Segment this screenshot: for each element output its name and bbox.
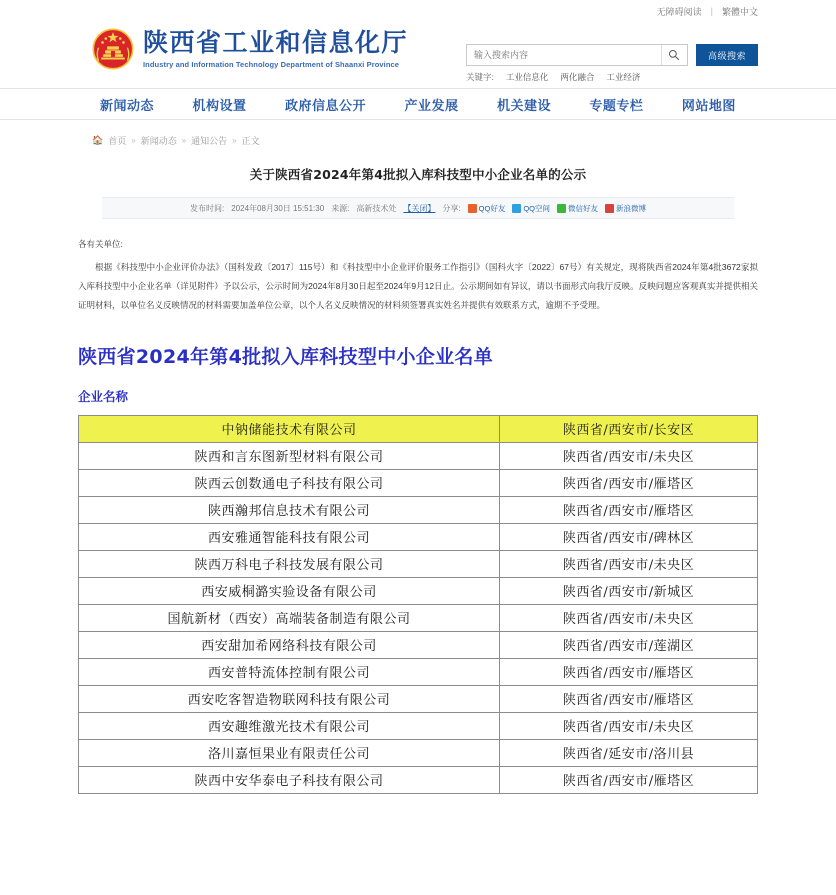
company-name-cell: 陕西瀚邦信息技术有限公司: [79, 496, 500, 523]
company-region-cell: 陕西省/西安市/雁塔区: [499, 469, 757, 496]
utility-bar: [0, 0, 836, 22]
company-region-cell: 陕西省/西安市/长安区: [499, 415, 757, 442]
keyword-link-0[interactable]: 工业信息化: [505, 72, 549, 82]
share-qq-friend-label: QQ好友: [478, 203, 506, 213]
table-row: [79, 523, 758, 550]
nav-item-sitemap[interactable]: 网站地图: [681, 98, 736, 114]
company-name-cell: 西安吃客智造物联网科技有限公司: [79, 685, 500, 712]
table-row: [79, 739, 758, 766]
search-box[interactable]: [466, 44, 688, 66]
company-region-cell: 陕西省/延安市/洛川县: [499, 739, 757, 766]
breadcrumb-item-home[interactable]: 首页: [108, 136, 127, 146]
page-title: 关于陕西省2024年第4批拟入库科技型中小企业名单的公示: [249, 167, 587, 182]
company-name-cell: 洛川嘉恒果业有限责任公司: [79, 739, 500, 766]
company-region-cell: 陕西省/西安市/雁塔区: [499, 766, 757, 793]
company-region-cell: 陕西省/西安市/未央区: [499, 550, 757, 577]
body-paragraph: 根据《科技型中小企业评价办法》（国科发政〔2017〕115号）和《科技型中小企业评价服务工作指引》（国科火字〔2022〕67号）有关规定，现将陕西省2024年第4批3672家拟入库科技型中小企业名单（详见附件）予以公示，公示时间为2024年8月30日起至2024年9月12日止。公示期间如有异议，请以书面形式向我厅反映。反映问题应客观真实并提供相关证明材料，以单位名义反映情况的材料需要加盖单位公章，以个人名义反映情况的材料须签署真实姓名并提供有效联系方式，逾期不予受理。: [78, 262, 758, 311]
breadcrumb-separator-2: »: [232, 136, 237, 145]
qq-friend-icon: [468, 204, 477, 213]
keywords-label: 关键字:: [465, 72, 494, 82]
company-region-cell: 陕西省/西安市/莲湖区: [499, 631, 757, 658]
site-title-en: Industry and Information Technology Department of Shaanxi Province: [143, 59, 400, 69]
utility-separator: |: [710, 6, 713, 16]
nav-item-industry[interactable]: 产业发展: [404, 98, 459, 114]
salutation: 各有关单位:: [78, 239, 123, 249]
share-weibo-label: 新浪微博: [616, 203, 646, 213]
company-name-cell: 国航新材（西安）高端装备制造有限公司: [79, 604, 500, 631]
company-name-cell: 西安趣维激光技术有限公司: [79, 712, 500, 739]
nav-item-special-column[interactable]: 专题专栏: [589, 98, 644, 114]
breadcrumb-separator-1: »: [181, 136, 187, 145]
search-zone: [466, 44, 758, 83]
list-title: 陕西省2024年第4批拟入库科技型中小企业名单: [78, 345, 494, 368]
table-row: [79, 496, 758, 523]
search-icon[interactable]: [661, 45, 687, 65]
keyword-link-1[interactable]: 两化融合: [560, 72, 595, 82]
publish-time-value: 2024年08月30日 15:51:30: [231, 203, 325, 213]
site-header: [0, 22, 836, 88]
company-region-cell: 陕西省/西安市/碑林区: [499, 523, 757, 550]
table-row: [79, 442, 758, 469]
share-weibo[interactable]: [605, 203, 646, 214]
breadcrumb-separator-0: »: [131, 136, 136, 145]
share-qq-friend[interactable]: [468, 203, 506, 214]
wechat-icon: [557, 204, 566, 213]
company-table: [78, 415, 758, 794]
table-row: [79, 577, 758, 604]
company-region-cell: 陕西省/西安市/新城区: [499, 577, 757, 604]
keyword-link-2[interactable]: 工业经济: [606, 72, 641, 82]
national-emblem-icon: [92, 28, 134, 70]
article-meta-bar: [102, 197, 734, 219]
share-wechat[interactable]: [557, 203, 598, 214]
table-row: [79, 685, 758, 712]
nav-item-organization[interactable]: 机构设置: [192, 98, 247, 114]
breadcrumb-item-current: 正文: [241, 136, 260, 146]
share-wechat-label: 微信好友: [568, 203, 598, 213]
company-region-cell: 陕西省/西安市/未央区: [499, 442, 757, 469]
company-name-cell: 陕西万科电子科技发展有限公司: [79, 550, 500, 577]
site-title-cn: 陕西省工业和信息化厅: [143, 28, 409, 58]
company-name-cell: 西安甜加希网络科技有限公司: [79, 631, 500, 658]
share-label: 分享:: [442, 203, 461, 213]
company-name-cell: 西安雅通智能科技有限公司: [79, 523, 500, 550]
company-name-cell: 陕西中安华泰电子科技有限公司: [79, 766, 500, 793]
traditional-chinese-link[interactable]: 繁體中文: [721, 6, 758, 17]
breadcrumb: [0, 120, 836, 147]
company-name-cell: 西安威桐潞实验设备有限公司: [79, 577, 500, 604]
keyword-list: [466, 71, 758, 83]
company-region-cell: 陕西省/西安市/雁塔区: [499, 685, 757, 712]
nav-item-agency[interactable]: 机关建设: [496, 98, 551, 114]
table-row: [79, 658, 758, 685]
site-brand[interactable]: [92, 28, 408, 70]
main-navigation: [0, 88, 836, 120]
article-body: [78, 235, 758, 316]
company-region-cell: 陕西省/西安市/未央区: [499, 712, 757, 739]
share-list: [468, 203, 646, 214]
nav-item-news[interactable]: 新闻动态: [100, 98, 155, 114]
company-region-cell: 陕西省/西安市/雁塔区: [499, 496, 757, 523]
company-table-body: [79, 415, 758, 793]
breadcrumb-item-news[interactable]: 新闻动态: [140, 136, 177, 146]
advanced-search-button[interactable]: 高级搜索: [696, 44, 758, 66]
company-region-cell: 陕西省/西安市/未央区: [499, 604, 757, 631]
nav-item-gov-info[interactable]: 政府信息公开: [284, 98, 366, 114]
table-row: [79, 469, 758, 496]
company-name-cell: 陕西和言东图新型材料有限公司: [79, 442, 500, 469]
table-row: [79, 550, 758, 577]
share-qzone-label: QQ空间: [523, 203, 550, 213]
source-label: 来源:: [331, 203, 350, 213]
company-name-cell: 西安普特流体控制有限公司: [79, 658, 500, 685]
brand-text: [143, 29, 408, 69]
table-row: [79, 631, 758, 658]
column-title: 企业名称: [78, 388, 129, 404]
source-value: 高新技术处: [356, 203, 397, 213]
company-name-cell: 陕西云创数通电子科技有限公司: [79, 469, 500, 496]
qzone-icon: [512, 204, 521, 213]
publish-time-label: 发布时间:: [189, 203, 225, 213]
share-qzone[interactable]: [512, 203, 550, 214]
home-icon: 🏠: [92, 135, 104, 145]
company-list-section: [0, 342, 836, 794]
table-row: [79, 712, 758, 739]
company-name-cell: 中钠储能技术有限公司: [79, 415, 500, 442]
breadcrumb-item-notice[interactable]: 通知公告: [191, 136, 228, 146]
article: [0, 165, 836, 316]
search-row: [466, 44, 758, 66]
search-input[interactable]: [467, 50, 661, 60]
company-region-cell: 陕西省/西安市/雁塔区: [499, 658, 757, 685]
close-button[interactable]: 【关闭】: [403, 203, 436, 213]
table-row: [79, 604, 758, 631]
table-row: [79, 766, 758, 793]
table-row: [79, 415, 758, 442]
weibo-icon: [605, 204, 614, 213]
accessibility-link[interactable]: 无障碍阅读: [656, 6, 702, 17]
